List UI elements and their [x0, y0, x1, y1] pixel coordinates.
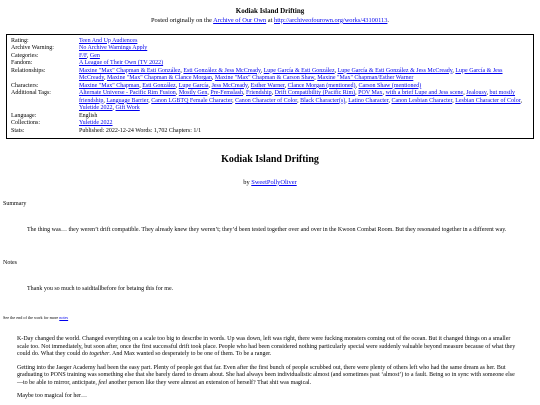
- meta-tags-row: [11, 90, 529, 113]
- tag-link[interactable]: Lupe García & Esti González & Jess McCready: [337, 67, 453, 74]
- story-text: K-Day changed the world. Changed everything on a scale too big to describe in words. Up was down, left was right, there were fucking monsters coming out of the ocean. But it changed things on a smaller scale too. Not immediately, but soon after, once the first successful drift took place. People who had been considered nothing particularly special were suddenly valuable beyond measure because of what they could do. What they could do: [17, 336, 516, 357]
- tag-link[interactable]: Pre-Femslash: [210, 90, 243, 97]
- tag-link[interactable]: F/F: [79, 52, 87, 59]
- relationship-list: Maxine "Max" Chapman & Esti González, Esti González & Jess McCready, Lupe García & Esti González, Lupe García & Esti González & Jess McCready, Lupe García & Jess McCready, Maxine "Max" Chapman & Clance Morgan, Maxine "Max" Chapman & Carson Shaw, Maxine "Max" Chapman/Esther Warner: [79, 67, 503, 82]
- tag-link[interactable]: Language Barrier: [106, 97, 149, 104]
- tag-link[interactable]: Maxine "Max" Chapman/Esther Warner: [317, 75, 414, 82]
- meta-label: Additional Tags:: [11, 90, 51, 97]
- meta-label: Fandom:: [11, 60, 33, 67]
- archive-link[interactable]: Archive of Our Own: [213, 16, 267, 24]
- character-list: Maxine "Max" Chapman, Esti González, Lupe García, Jess McCready, Esther Warner, Clance Morgan (mentioned), Carson Shaw (mentioned): [79, 82, 422, 89]
- tag-link[interactable]: Canon Character of Color: [235, 97, 298, 104]
- tag-link[interactable]: Maxine "Max" Chapman & Carson Shaw: [214, 75, 315, 82]
- tag-link[interactable]: Latino Character: [348, 97, 389, 104]
- meta-label: Archive Warning:: [11, 45, 54, 52]
- tag-link[interactable]: Drift Compatibility (Pacific Rim): [274, 90, 356, 97]
- story-text: another person like they were almost an extension of herself? That shit was magical.: [107, 379, 312, 386]
- posted-mid: at: [266, 16, 274, 24]
- tag-link[interactable]: Mostly Gen: [178, 90, 208, 97]
- tag-link[interactable]: Jess McCready: [211, 82, 248, 89]
- meta-warning-row: [11, 45, 529, 53]
- meta-label: Language:: [11, 112, 37, 119]
- notes-heading: Notes: [3, 259, 17, 266]
- meta-label: Collections:: [11, 120, 40, 127]
- meta-label: Categories:: [11, 52, 39, 59]
- meta-language-row: [11, 113, 529, 121]
- tag-link[interactable]: Clance Morgan (mentioned): [287, 82, 356, 89]
- meta-label: Relationships:: [11, 67, 46, 74]
- document-header: [0, 0, 540, 25]
- meta-relationships-row: [11, 68, 529, 83]
- story-paragraph: [17, 336, 520, 359]
- by-prefix: by: [243, 178, 252, 186]
- tag-list: Alternate Universe - Pacific Rim Fusion, Mostly Gen, Pre-Femslash, Friendship, Drift Compatibility (Pacific Rim), POV Max, with a brief Lupe and Jess scene, Jealousy, but mostly friendship, Language Barrier, Canon LGBTQ Female Character, Canon Character of Color, Black Character(s), Latino Character, Canon Lesbian Character, Lesbian Character of Color, Yuletide 2022, Gift Work: [79, 90, 522, 112]
- posted-line: [0, 17, 540, 25]
- meta-fandom-row: [11, 60, 529, 68]
- site-title: Kodiak Island Drifting: [235, 7, 305, 15]
- notes-text: Thank you so much to saiditallbefore for betaing this for me.: [27, 286, 174, 293]
- tag-link[interactable]: Black Character(s): [300, 97, 346, 104]
- category-list: F/F, Gen: [79, 52, 100, 59]
- story-emphasis: feel: [98, 379, 108, 386]
- tag-link[interactable]: Jealousy: [466, 90, 487, 97]
- fandom-link[interactable]: A League of Their Own (TV 2022): [79, 60, 164, 67]
- endnote-prefix: See the end of the work for more: [3, 314, 60, 320]
- author-link[interactable]: SweetPollyOliver: [251, 178, 297, 186]
- work-title: Kodiak Island Drifting: [221, 154, 319, 166]
- story-text: . And Max wanted so desperately to be one of them. To be a ranger.: [109, 351, 272, 357]
- meta-label: Rating:: [11, 37, 29, 44]
- summary-text: The thing was… they weren’t drift compatible. They already knew they weren’t; they’d been tested together over and over in the Kwoon Combat Room. But they resonated together in a different way.: [27, 227, 507, 234]
- summary-heading: Summary: [3, 200, 27, 207]
- tag-link[interactable]: Maxine "Max" Chapman & Clance Morgan: [106, 75, 212, 82]
- story-text: Getting into the Jaeger Academy had been the easy part. Plenty of people got that far. Even after the first bunch of people scrubbed out, there were plenty of others left who had the same dream as her. But graduating to PONS training was something else that she barely dared to dream about. She had always been individualistic almost (and sometimes past ‘almost’) to a fault. Being so in sync with someone else—to be able to mirror, anticipate,: [17, 364, 515, 386]
- tag-link[interactable]: Esti González & Jess McCready: [183, 67, 261, 74]
- tag-link[interactable]: Carson Shaw (mentioned): [358, 82, 422, 89]
- language-value: English: [79, 112, 98, 119]
- posted-prefix: Posted originally on the: [150, 16, 214, 24]
- tag-link[interactable]: Gen: [89, 52, 100, 59]
- tag-link[interactable]: with a brief Lupe and Jess scene: [385, 90, 464, 97]
- end-notes-pointer: [3, 315, 540, 320]
- meta-label: Stats:: [11, 127, 25, 134]
- meta-stats-row: [11, 128, 529, 136]
- tag-link[interactable]: Maxine "Max" Chapman & Esti González: [79, 67, 181, 74]
- tag-link[interactable]: but mostly friendship: [79, 90, 515, 104]
- meta-rating-row: [11, 38, 529, 46]
- meta-collections-row: [11, 120, 529, 128]
- tag-link[interactable]: Lupe García & Jess McCready: [79, 67, 503, 82]
- work-metadata: [6, 34, 534, 140]
- tag-link[interactable]: Canon LGBTQ Female Character: [151, 97, 233, 104]
- story-body: [17, 336, 520, 401]
- tag-link[interactable]: Maxine "Max" Chapman: [79, 82, 140, 89]
- tag-link[interactable]: Esti González: [142, 82, 176, 89]
- meta-label: Characters:: [11, 82, 39, 89]
- tag-link[interactable]: Yuletide 2022: [79, 105, 113, 112]
- end-notes-link[interactable]: notes: [59, 314, 69, 320]
- stats-value: Published: 2022-12-24 Words: 1,702 Chapters: 1/1: [79, 127, 202, 134]
- story-paragraph: Maybe too magical for her…: [17, 393, 87, 399]
- story-emphasis: together: [89, 351, 110, 357]
- tag-link[interactable]: Friendship: [245, 90, 272, 97]
- tag-link[interactable]: Esther Warner: [250, 82, 285, 89]
- tag-link[interactable]: Alternate Universe - Pacific Rim Fusion: [79, 90, 176, 97]
- warning-link[interactable]: No Archive Warnings Apply: [79, 45, 148, 52]
- tag-link[interactable]: Lupe García: [178, 82, 209, 89]
- rating-link[interactable]: Teen And Up Audiences: [79, 37, 138, 44]
- collection-link[interactable]: Yuletide 2022: [79, 120, 113, 127]
- story-paragraph: [17, 365, 520, 388]
- tag-link[interactable]: Lupe García & Esti González: [263, 67, 335, 74]
- tag-link[interactable]: Canon Lesbian Character: [391, 97, 453, 104]
- tag-link[interactable]: Gift Work: [115, 105, 140, 112]
- tag-link[interactable]: Lesbian Character of Color: [455, 97, 521, 104]
- posted-suffix: .: [387, 16, 390, 24]
- byline: [0, 179, 540, 187]
- work-url-link[interactable]: http://archiveofourown.org/works/43100113: [274, 16, 388, 24]
- tag-link[interactable]: POV Max: [358, 90, 383, 97]
